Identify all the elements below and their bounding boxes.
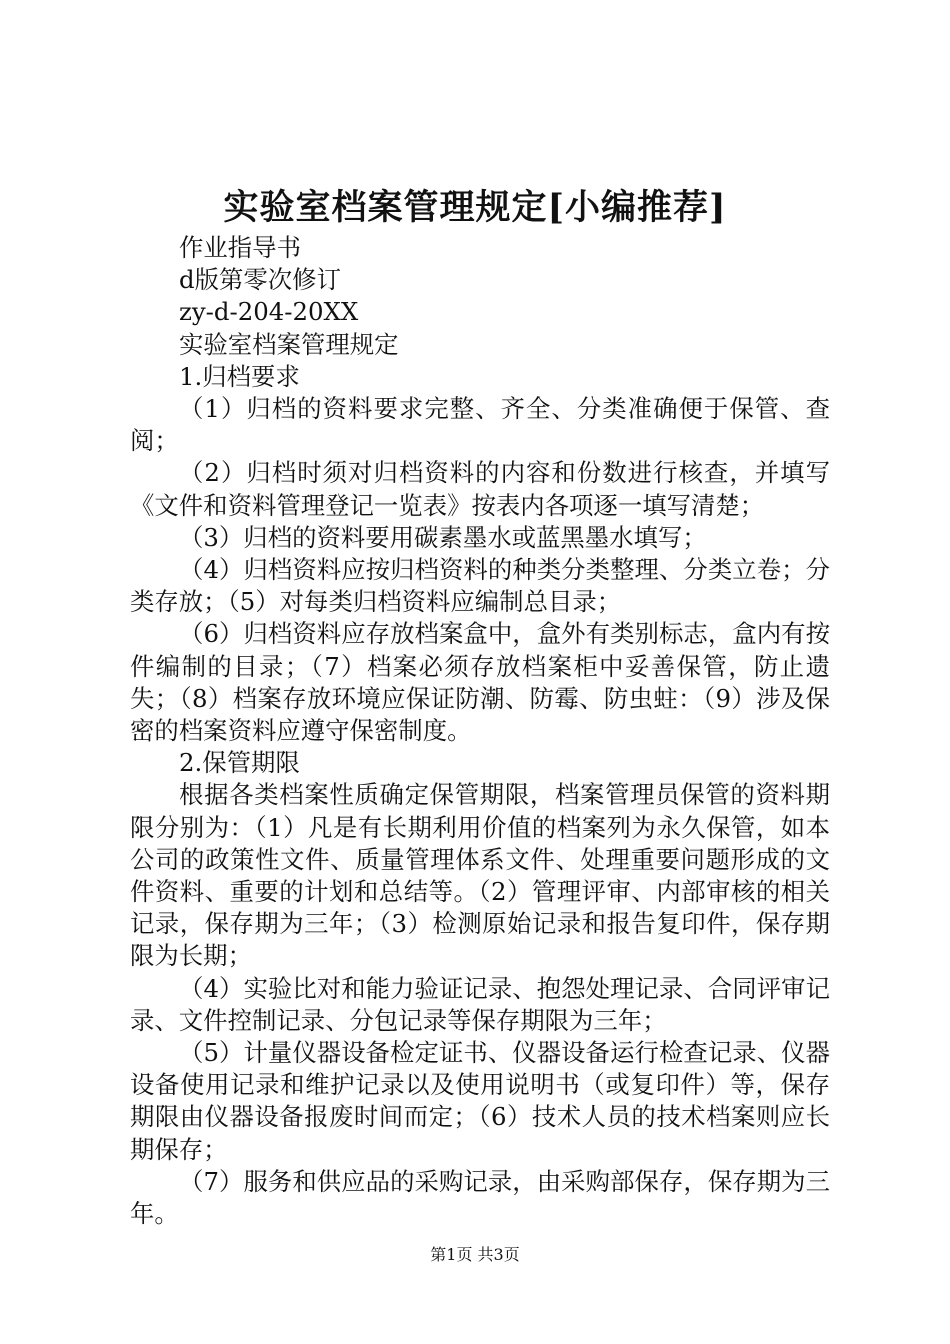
paragraph: （6）归档资料应存放档案盒中，盒外有类别标志，盒内有按件编制的目录；（7）档案必须存放档案柜中妥善保管，防止遗失；（8）档案存放环境应保证防潮、防霉、防虫蛀：（9）涉及保密的档案资料应遵守保密制度。	[130, 619, 830, 746]
section-heading-retention: 2.保管期限	[179, 748, 300, 778]
paragraph: （4）归档资料应按归档资料的种类分类整理、分类立卷；分类存放；（5）对每类归档资料应编制总目录；	[130, 555, 830, 617]
header-line-doc-name: 实验室档案管理规定	[179, 329, 399, 359]
paragraph: （1）归档的资料要求完整、齐全、分类准确便于保管、查阅；	[130, 394, 830, 456]
header-line-doc-number: zy-d-204-20XX	[179, 297, 359, 327]
document-title: 实验室档案管理规定[小编推荐]	[223, 187, 727, 228]
page-footer: 第1页 共3页	[430, 1245, 520, 1264]
document-body	[130, 232, 830, 1230]
paragraph: （5）计量仪器设备检定证书、仪器设备运行检查记录、仪器设备使用记录和维护记录以及使用说明书（或复印件）等，保存期限由仪器设备报废时间而定；（6）技术人员的技术档案则应长期保存；	[130, 1038, 830, 1164]
paragraph: （2）归档时须对归档资料的内容和份数进行核查，并填写《文件和资料管理登记一览表》按表内各项逐一填写清楚；	[130, 458, 830, 520]
paragraph: （4）实验比对和能力验证记录、抱怨处理记录、合同评审记录、文件控制记录、分包记录等保存期限为三年；	[130, 973, 830, 1035]
header-line-revision: d版第零次修订	[179, 265, 341, 295]
header-line-doc-type: 作业指导书	[179, 233, 301, 262]
paragraph: （7）服务和供应品的采购记录，由采购部保存，保存期为三年。	[130, 1166, 830, 1229]
paragraph: （3）归档的资料要用碳素墨水或蓝黑墨水填写；	[179, 522, 707, 552]
section-heading-archiving: 1.归档要求	[179, 361, 300, 391]
paragraph: 根据各类档案性质确定保管期限，档案管理员保管的资料期限分别为：（1）凡是有长期利用价值的档案列为永久保管，如本公司的政策性文件、质量管理体系文件、处理重要问题形成的文件资料、重要的计划和总结等。（2）管理评审、内部审核的相关记录，保存期为三年；（3）检测原始记录和报告复印件，保存期限为长期；	[130, 780, 830, 971]
